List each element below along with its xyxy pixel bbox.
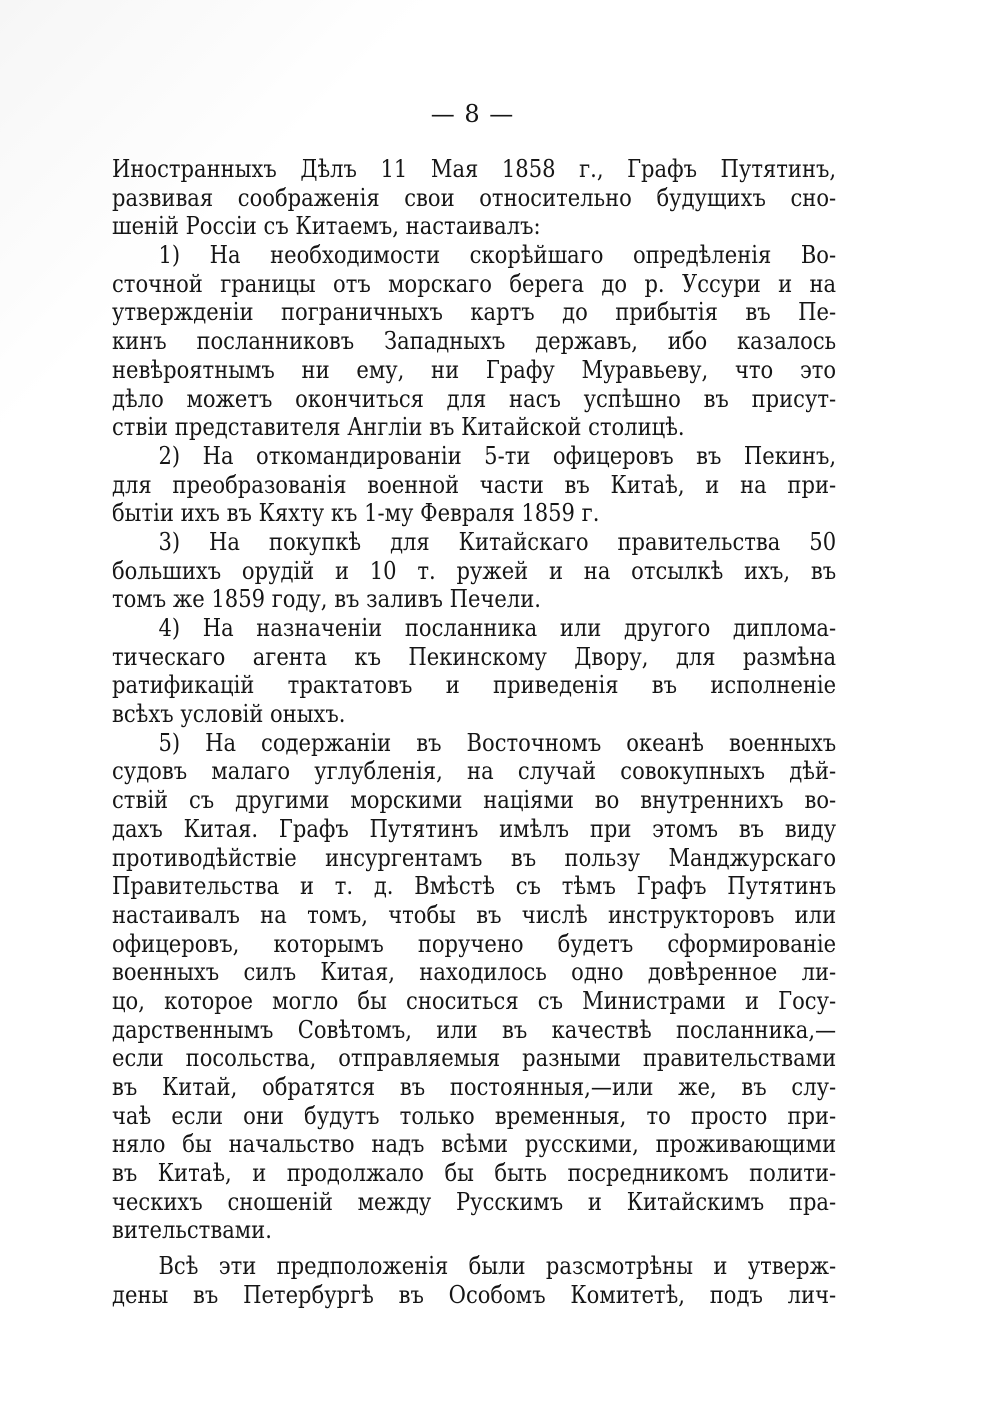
text-line: настаивалъ на томъ, чтобы въ числѣ инструкторовъ или [112,899,837,929]
paragraph-point-4 [112,614,836,729]
text-line: дѣло можетъ окончиться для насъ успѣшно въ присут- [112,383,837,413]
text-line: вительствами. [112,1215,272,1245]
paragraph-point-3 [112,528,836,614]
text-line: въ Китаѣ, и продолжало бы быть посредникомъ полити- [112,1158,837,1188]
paragraph-point-2 [112,442,836,528]
text-line: томъ же 1859 году, въ заливъ Печели. [112,584,541,614]
text-line: военныхъ силъ Китая, находилось одно довѣренное ли- [112,957,837,987]
text-line: дены въ Петербургѣ въ Особомъ Комитетѣ, подъ лич- [112,1279,837,1309]
text-line: бытіи ихъ въ Кяхту къ 1-му Февраля 1859 г. [112,498,600,528]
text-line: ствій съ другими морскими націями во внутреннихъ во- [112,785,837,815]
text-line: всѣхъ условій оныхъ. [112,699,346,729]
text-line: офицеровъ, которымъ поручено будетъ сформированіе [112,928,837,958]
text-line: Всѣ эти предположенія были разсмотрѣны и утверж- [158,1251,837,1281]
text-line: утвержденіи пограничныхъ картъ до прибытія въ Пе- [112,297,837,327]
text-line: для преобразованія военной части въ Китаѣ, и на при- [112,469,837,499]
text-line: невѣроятнымъ ни ему, ни Графу Муравьеву, что это [112,354,837,384]
text-line: Иностранныхъ Дѣлъ 11 Мая 1858 г., Графъ Путятинъ, [112,154,837,183]
text-line: большихъ орудій и 10 т. ружей и на отсылкѣ ихъ, въ [112,555,837,585]
text-line: дарственнымъ Совѣтомъ, или въ качествѣ посланника,— [112,1014,837,1044]
text-line: няло бы начальство надъ всѣми русскими, проживающими [112,1129,837,1159]
text-line: 2) На откомандированіи 5-ти офицеровъ въ Пекинъ, [158,440,837,470]
paragraph-point-5 [112,729,836,1245]
text-line: шеній Россіи съ Китаемъ, настаивалъ: [112,211,541,241]
text-line: 1) На необходимости скорѣйшаго опредѣленія Во- [158,240,837,270]
body-text [112,155,836,1310]
text-line: цо, которое могло бы сноситься съ Министрами и Госу- [112,985,837,1015]
paragraph-intro [112,155,836,241]
text-line: 5) На содержаніи въ Восточномъ океанѣ военныхъ [158,727,837,757]
text-line: ратификацій трактатовъ и приведенія въ исполненіе [112,670,837,700]
text-line: кинъ посланниковъ Западныхъ державъ, ибо казалось [112,326,837,356]
text-line: 3) На покупкѣ для Китайскаго правительства 50 [158,526,837,556]
paragraph-point-1 [112,241,836,442]
text-line: тическаго агента къ Пекинскому Двору, для размѣна [112,641,837,671]
text-line: сточной границы отъ морскаго берега до р. Уссури и на [112,268,837,298]
text-line: развивая соображенія свои относительно будущихъ сно- [112,182,837,212]
text-line: 4) На назначеніи посланника или другого диплома- [158,613,837,642]
text-line: чаѣ если они будутъ только временныя, то просто при- [112,1100,837,1130]
text-line: Правительства и т. д. Вмѣстѣ съ тѣмъ Графъ Путятинъ [112,871,837,901]
text-line: судовъ малаго углубленія, на случай совокупныхъ дѣй- [112,756,837,786]
text-line: ческихъ сношеній между Русскимъ и Китайскимъ пра- [112,1186,837,1216]
text-line: если посольства, отправляемыя разными правительствами [112,1043,837,1073]
text-line: дахъ Китая. Графъ Путятинъ имѣлъ при этомъ въ виду [112,813,837,843]
paragraph-conclusion [112,1252,836,1309]
page-number: — 8 — [430,100,515,128]
text-line: противодѣйствіе инсургентамъ въ пользу Манджурскаго [112,842,837,872]
text-line: ствіи представителя Англіи въ Китайской столицѣ. [112,412,685,442]
text-line: въ Китай, обратятся въ постоянныя,—или же, въ слу- [112,1072,837,1101]
